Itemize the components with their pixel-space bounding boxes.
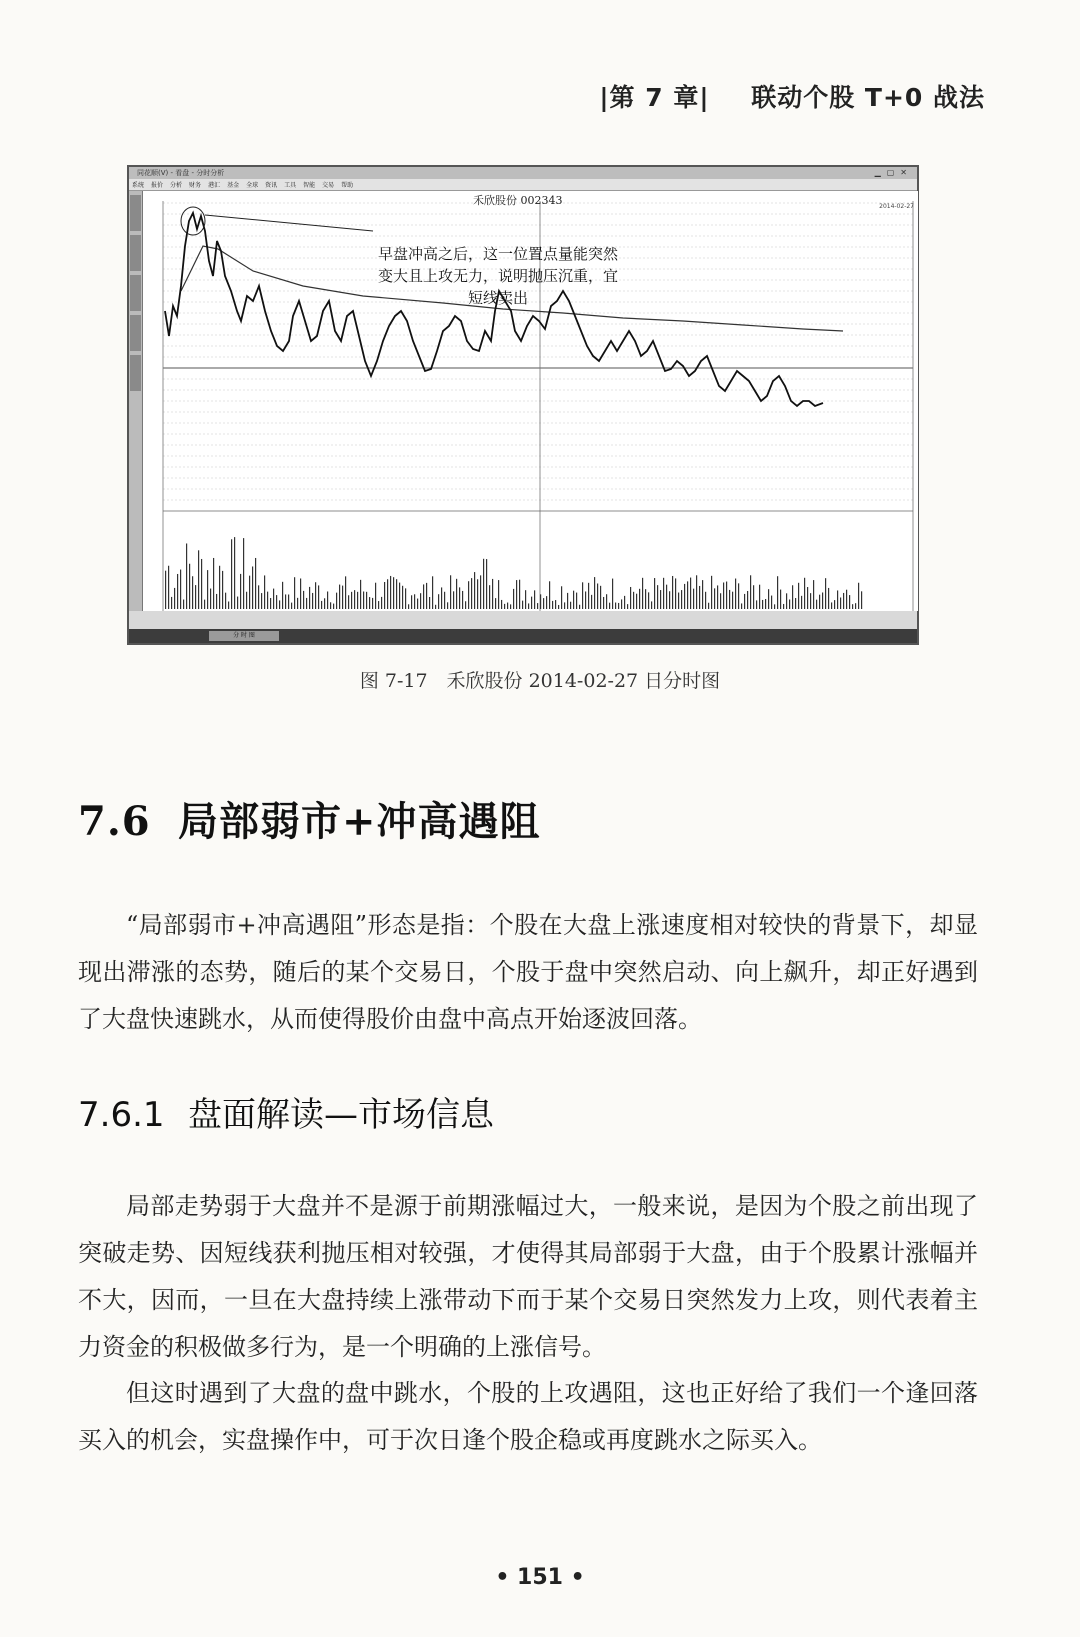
- volume-bar: [513, 589, 514, 609]
- volume-bar: [228, 601, 229, 609]
- volume-bar: [594, 577, 595, 609]
- volume-bar: [489, 585, 490, 609]
- volume-bar: [264, 575, 265, 609]
- volume-bar: [597, 583, 598, 609]
- volume-bar: [840, 597, 841, 609]
- volume-bar: [621, 599, 622, 609]
- volume-bar: [852, 604, 853, 609]
- volume-bar: [456, 579, 457, 609]
- volume-bar: [420, 593, 421, 609]
- volume-bar: [684, 584, 685, 609]
- volume-bar: [669, 591, 670, 609]
- volume-bar: [603, 597, 604, 609]
- volume-bar: [384, 582, 385, 609]
- volume-bar: [297, 598, 298, 609]
- volume-bar: [348, 595, 349, 609]
- volume-bar: [363, 591, 364, 609]
- volume-bar: [549, 581, 550, 609]
- volume-bar: [693, 589, 694, 609]
- volume-bar: [546, 596, 547, 609]
- volume-bar: [681, 590, 682, 609]
- volume-bar: [459, 587, 460, 609]
- volume-bar: [414, 594, 415, 609]
- volume-bar: [579, 605, 580, 609]
- volume-bar: [771, 596, 772, 609]
- volume-bar: [822, 592, 823, 609]
- volume-bar: [843, 593, 844, 609]
- volume-bar: [333, 604, 334, 609]
- volume-bar: [699, 586, 700, 609]
- volume-bar: [342, 586, 343, 609]
- chart-annotation: 早盘冲高之后，这一位置点量能突然变大且上攻无力，说明抛压沉重，宜短线卖出: [377, 245, 618, 307]
- volume-bar: [267, 592, 268, 609]
- volume-bar: [354, 590, 355, 609]
- volume-bar: [180, 570, 181, 609]
- volume-bar: [783, 604, 784, 609]
- volume-bar: [465, 601, 466, 609]
- volume-bar: [735, 579, 736, 609]
- volume-bar: [663, 578, 664, 609]
- volume-bar: [417, 599, 418, 609]
- volume-bar: [627, 604, 628, 609]
- menu-item: 基金: [227, 182, 240, 189]
- side-tab: [130, 315, 141, 351]
- running-header: [599, 78, 985, 114]
- volume-bar: [645, 589, 646, 609]
- volume-bar: [819, 595, 820, 609]
- volume-bar: [747, 591, 748, 609]
- volume-bar: [522, 601, 523, 609]
- volume-bar: [849, 595, 850, 609]
- volume-bar: [462, 591, 463, 609]
- volume-bar: [786, 593, 787, 609]
- volume-bar: [300, 578, 301, 609]
- volume-bar: [174, 588, 175, 609]
- volume-bar: [642, 578, 643, 609]
- figure-caption: 图 7-17 禾欣股份 2014-02-27 日分时图: [359, 670, 721, 692]
- header-chapter: |第 7 章|: [599, 83, 710, 112]
- volume-bar: [204, 600, 205, 609]
- volume-bar: [411, 595, 412, 609]
- menu-item: 财务: [189, 182, 202, 189]
- volume-bar: [192, 576, 193, 609]
- volume-bar: [831, 602, 832, 609]
- volume-bar: [567, 593, 568, 609]
- volume-bar: [285, 594, 286, 609]
- volume-bar: [321, 601, 322, 609]
- volume-bar: [168, 566, 169, 609]
- volume-bar: [588, 583, 589, 609]
- volume-bar: [495, 598, 496, 609]
- volume-bar: [720, 593, 721, 609]
- volume-bar: [828, 588, 829, 609]
- volume-bar: [813, 580, 814, 609]
- volume-bar: [702, 580, 703, 609]
- volume-bar: [258, 585, 259, 609]
- volume-bar: [690, 578, 691, 609]
- volume-bar: [432, 576, 433, 609]
- volume-bar: [453, 591, 454, 609]
- side-tabs: [129, 191, 143, 611]
- volume-bar: [678, 593, 679, 609]
- volume-bar: [177, 574, 178, 609]
- volume-bar: [501, 600, 502, 609]
- volume-bar: [558, 605, 559, 609]
- volume-bar: [792, 585, 793, 609]
- volume-bar: [213, 558, 214, 609]
- volume-bar: [492, 579, 493, 609]
- volume-bar: [756, 600, 757, 609]
- volume-bar: [777, 576, 778, 609]
- header-title: 联动个股 T+0 战法: [751, 83, 985, 112]
- volume-bar: [609, 603, 610, 609]
- volume-bar: [225, 593, 226, 609]
- volume-bar: [807, 587, 808, 609]
- volume-bar: [648, 592, 649, 609]
- volume-bar: [615, 603, 616, 609]
- volume-bar: [654, 578, 655, 609]
- section-title: 局部弱市+冲高遇阻: [178, 798, 541, 845]
- volume-bar: [330, 602, 331, 609]
- menu-item: 工具: [284, 182, 297, 189]
- volume-bar: [210, 589, 211, 609]
- volume-bar: [498, 580, 499, 609]
- volume-bar: [801, 596, 802, 609]
- volume-bar: [480, 575, 481, 609]
- volume-bar: [651, 601, 652, 609]
- menu-item: 交易: [322, 182, 335, 189]
- side-tab: [130, 235, 141, 271]
- volume-bar: [795, 598, 796, 609]
- volume-bar: [687, 581, 688, 609]
- volume-bar: [276, 595, 277, 609]
- volume-bar: [249, 576, 250, 609]
- window-controls: ▁▢✕: [874, 168, 913, 177]
- volume-bar: [585, 591, 586, 609]
- volume-bar: [393, 577, 394, 609]
- volume-bar: [357, 592, 358, 609]
- volume-bar: [624, 596, 625, 609]
- volume-bar: [534, 590, 535, 609]
- volume-bar: [582, 582, 583, 609]
- volume-bar: [309, 587, 310, 609]
- volume-bar: [351, 592, 352, 609]
- volume-bar: [468, 581, 469, 609]
- side-tab: [130, 275, 141, 311]
- window-title: 同花顺(V) - 看盘 - 分时分析: [137, 169, 225, 177]
- volume-bar: [429, 597, 430, 609]
- volume-bar: [270, 598, 271, 609]
- volume-bar: [537, 603, 538, 609]
- volume-bar: [360, 580, 361, 609]
- volume-bar: [234, 537, 235, 609]
- volume-bar: [186, 543, 187, 609]
- volume-bar: [741, 603, 742, 609]
- volume-bar: [243, 538, 244, 609]
- subsection-title: 盘面解读—市场信息: [188, 1095, 494, 1135]
- volume-bar: [552, 601, 553, 609]
- volume-bar: [474, 572, 475, 609]
- volume-bar: [732, 592, 733, 609]
- volume-bar: [729, 590, 730, 609]
- volume-bar: [261, 593, 262, 609]
- volume-bar: [561, 586, 562, 609]
- volume-bar: [825, 578, 826, 609]
- volume-bar: [366, 592, 367, 609]
- side-tab: [130, 195, 141, 231]
- side-tab: [130, 355, 141, 391]
- volume-bar: [804, 578, 805, 609]
- volume-bar: [528, 603, 529, 609]
- section-heading: [78, 790, 541, 847]
- chart-title: 禾欣股份 002343: [473, 194, 563, 207]
- menu-item: 资讯: [265, 182, 278, 189]
- paragraph-3: 但这时遇到了大盘的盘中跳水，个股的上攻遇阻，这也正好给了我们一个逢回落买入的机会，实盘操作中，可于次日逢个股企稳或再度跳水之际买入。: [78, 1379, 978, 1454]
- volume-bar: [600, 586, 601, 609]
- volume-bar: [633, 592, 634, 609]
- volume-bar: [753, 585, 754, 609]
- volume-bar: [564, 602, 565, 609]
- subsection-number: 7.6.1: [78, 1095, 165, 1135]
- volume-bar: [570, 602, 571, 609]
- volume-bar: [516, 580, 517, 609]
- bottom-bar: [129, 629, 917, 643]
- volume-bar: [201, 559, 202, 609]
- volume-bar: [405, 588, 406, 609]
- volume-bar: [171, 597, 172, 609]
- volume-bar: [402, 586, 403, 609]
- volume-bar: [477, 579, 478, 609]
- volume-bar: [708, 603, 709, 609]
- volume-bar: [279, 600, 280, 609]
- volume-bar: [591, 595, 592, 609]
- volume-bar: [444, 592, 445, 609]
- volume-bar: [789, 599, 790, 609]
- volume-bar: [504, 604, 505, 609]
- volume-bar: [369, 597, 370, 609]
- volume-bar: [507, 603, 508, 609]
- volume-bar: [345, 576, 346, 609]
- volume-bar: [525, 590, 526, 609]
- volume-bar: [573, 591, 574, 609]
- volume-bar: [618, 603, 619, 609]
- volume-bar: [222, 571, 223, 609]
- volume-bar: [675, 578, 676, 609]
- volume-bar: [636, 594, 637, 609]
- paragraph-1: “局部弱市+冲高遇阻”形态是指：个股在大盘上涨速度相对较快的背景下，却显现出滞涨的态势，随后的某个交易日，个股于盘中突然启动、向上飙升，却正好遇到了大盘快速跳水，从而使得股价由盘中高点开始逐波回落。: [78, 911, 978, 1033]
- volume-bar: [810, 593, 811, 609]
- menu-item: 港汇: [208, 182, 221, 189]
- volume-bar: [426, 583, 427, 609]
- volume-bar: [237, 597, 238, 609]
- volume-bar: [231, 539, 232, 609]
- volume-bar: [540, 594, 541, 609]
- volume-bar: [435, 605, 436, 609]
- volume-bar: [519, 580, 520, 609]
- volume-bar: [378, 601, 379, 609]
- volume-bar: [726, 582, 727, 609]
- volume-bar: [858, 583, 859, 609]
- menu-item: 系统: [132, 182, 145, 189]
- volume-bar: [312, 593, 313, 609]
- volume-bar: [711, 576, 712, 609]
- volume-bar: [543, 598, 544, 609]
- volume-bar: [738, 583, 739, 609]
- volume-bar: [303, 591, 304, 609]
- volume-bar: [252, 566, 253, 609]
- volume-bar: [750, 575, 751, 609]
- volume-bar: [255, 558, 256, 609]
- volume-bar: [381, 597, 382, 609]
- volume-bar: [447, 602, 448, 609]
- volume-bar: [246, 592, 247, 609]
- volume-bar: [657, 585, 658, 609]
- volume-bar: [696, 575, 697, 609]
- volume-bar: [441, 587, 442, 609]
- volume-bar: [834, 600, 835, 609]
- volume-bar: [471, 578, 472, 609]
- menu-item: 报价: [151, 182, 164, 189]
- menu-item: 智能: [303, 182, 316, 189]
- volume-bar: [855, 603, 856, 609]
- menu-item: 帮助: [341, 182, 354, 189]
- volume-bar: [408, 604, 409, 609]
- volume-bar: [198, 550, 199, 609]
- volume-bar: [846, 590, 847, 609]
- volume-bar: [339, 585, 340, 609]
- volume-bar: [816, 600, 817, 609]
- volume-bar: [306, 598, 307, 609]
- intraday-chart-screenshot: [127, 165, 919, 645]
- volume-bar: [399, 583, 400, 609]
- volume-bar: [759, 585, 760, 609]
- volume-bar: [219, 566, 220, 609]
- volume-bar: [450, 575, 451, 609]
- volume-bar: [717, 585, 718, 609]
- volume-bar: [288, 594, 289, 609]
- page-number: • 151 •: [495, 1565, 585, 1590]
- volume-bar: [336, 593, 337, 609]
- volume-bar: [483, 559, 484, 609]
- volume-bar: [714, 588, 715, 609]
- volume-bar: [861, 591, 862, 609]
- paragraph-2: 局部走势弱于大盘并不是源于前期涨幅过大，一般来说，是因为个股之前出现了突破走势、因短线获利抛压相对较强，才使得其局部弱于大盘，由于个股累计涨幅并不大，因而，一旦在大盘持续上涨带动下而于某个交易日突然发力上攻，则代表着主力资金的积极做多行为，是一个明确的上涨信号。: [78, 1192, 978, 1361]
- volume-bar: [315, 582, 316, 609]
- volume-bar: [423, 584, 424, 609]
- volume-bar: [576, 593, 577, 609]
- volume-bar: [240, 574, 241, 609]
- volume-bar: [294, 577, 295, 609]
- volume-bar: [195, 585, 196, 609]
- volume-bar: [723, 582, 724, 609]
- bottom-tab: 分 时 图: [209, 631, 279, 641]
- volume-bar: [660, 590, 661, 609]
- volume-bar: [324, 598, 325, 609]
- volume-bar: [291, 603, 292, 609]
- volume-bar: [798, 583, 799, 609]
- volume-bar: [630, 587, 631, 609]
- volume-bar: [606, 594, 607, 609]
- volume-bar: [486, 559, 487, 609]
- volume-bar: [390, 576, 391, 609]
- volume-bar: [327, 591, 328, 609]
- volume-bar: [780, 590, 781, 609]
- volume-bar: [555, 600, 556, 609]
- volume-bar: [510, 604, 511, 609]
- subsection-heading: [78, 1087, 494, 1136]
- volume-bar: [612, 579, 613, 609]
- section-number: 7.6: [78, 798, 151, 845]
- volume-bar: [165, 571, 166, 609]
- menu-bar: [129, 179, 917, 191]
- volume-bar: [387, 579, 388, 609]
- volume-bar: [207, 570, 208, 609]
- menu-item: 全球: [246, 182, 259, 189]
- volume-bar: [666, 585, 667, 609]
- volume-bar: [744, 594, 745, 609]
- volume-bar: [639, 589, 640, 609]
- volume-bar: [372, 598, 373, 609]
- volume-bar: [774, 604, 775, 609]
- volume-bar: [183, 600, 184, 609]
- chart-date: 2014-02-27: [879, 203, 914, 210]
- volume-bar: [396, 579, 397, 609]
- volume-bar: [375, 583, 376, 609]
- volume-bar: [216, 594, 217, 609]
- volume-bar: [318, 585, 319, 609]
- volume-bar: [765, 599, 766, 609]
- volume-bar: [762, 600, 763, 609]
- volume-bar: [189, 564, 190, 609]
- menu-item: 分析: [170, 182, 183, 189]
- volume-bar: [705, 592, 706, 609]
- volume-bar: [282, 582, 283, 609]
- plot-area: [143, 191, 918, 611]
- volume-bar: [768, 589, 769, 609]
- volume-bar: [531, 597, 532, 609]
- volume-bar: [438, 594, 439, 609]
- volume-bar: [273, 589, 274, 609]
- volume-bar: [672, 576, 673, 609]
- volume-bar: [837, 590, 838, 609]
